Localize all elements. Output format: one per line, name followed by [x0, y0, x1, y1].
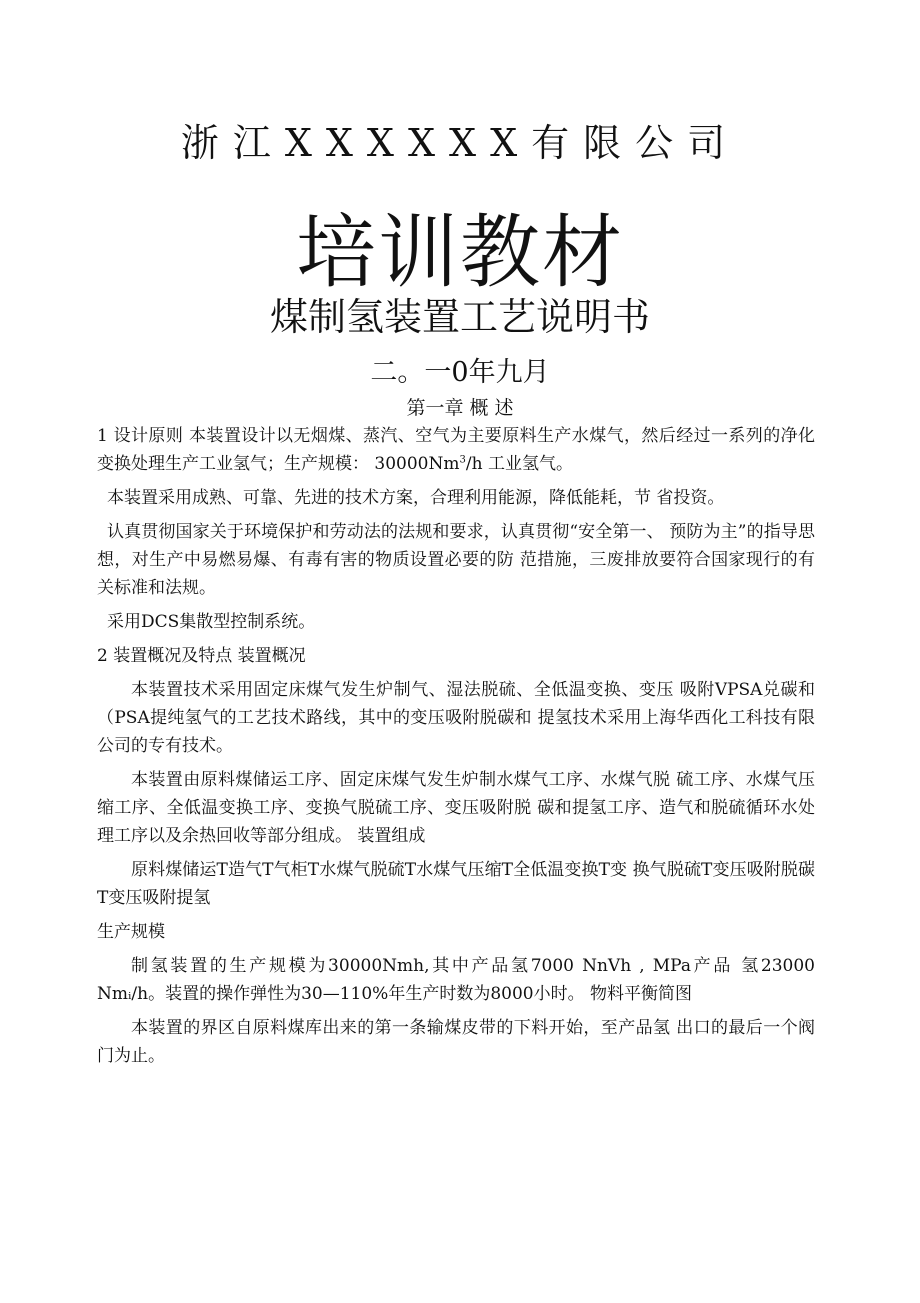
paragraph-process-route: 本装置技术采用固定床煤气发生炉制气、湿法脱硫、全低温变换、变压 吸附VPSA兑碳和（PSA提纯氢气的工艺技术路线，其中的变压吸附脱碳和 提氢技术采用上海华西化工科技有限公司的专有技术。 — [97, 680, 815, 756]
paragraph-regulations: 认真贯彻国家关于环境保护和劳动法的法规和要求，认真贯彻“安全第一、 预防为主”的指导思想，对生产中易燃易爆、有毒有害的物质设置必要的防 范措施，三废排放要符合国家现行的有关标准和法规。 — [97, 522, 815, 598]
paragraph-dcs: 采用DCS集散型控制系统。 — [107, 612, 316, 632]
paragraph-technology: 本装置采用成熟、可靠、先进的技术方案，合理利用能源，降低能耗，节 省投资。 — [107, 488, 725, 508]
paragraph-boundary: 本装置的界区自原料煤库出来的第一条输煤皮带的下料开始，至产品氢 出口的最后一个阀门为止。 — [97, 1018, 815, 1066]
paragraph-capacity: 制氢装置的生产规模为30000Nmh,其中产品氢7000 NnVh , MPa产品 氢23000 Nmᵢ/h。装置的操作弹性为30—110%年生产时数为8000小时。 物料平衡简图 — [97, 956, 815, 1004]
paragraph-design-principle-unit: /h 工业氢气。 — [465, 454, 573, 474]
document-date: 二。一0年九月 — [370, 357, 550, 388]
section-heading-overview: 2 装置概况及特点 装置概况 — [97, 646, 306, 666]
paragraph-design-principle — [97, 422, 815, 478]
superscript-exponent: 3 — [459, 454, 466, 466]
paragraph-design-principle-text: 1 设计原则 本装置设计以无烟煤、蒸汽、空气为主要原料生产水煤气，然后经过一系列的净化变换处理生产工业氢气；生产规模： 30000Nm — [97, 426, 815, 474]
section-heading-capacity: 生产规模 — [97, 922, 165, 942]
paragraph-flow: 原料煤储运T造气T气柜T水煤气脱硫T水煤气压缩T全低温变换T变 换气脱硫T变压吸附脱碳T变压吸附提氢 — [97, 860, 815, 908]
document-title: 培训教材 — [296, 206, 624, 299]
chapter-heading: 第一章 概 述 — [406, 397, 514, 419]
body-text — [97, 422, 815, 1076]
document-subtitle: 煤制氢装置工艺说明书 — [269, 295, 650, 339]
paragraph-units: 本装置由原料煤储运工序、固定床煤气发生炉制水煤气工序、水煤气脱 硫工序、水煤气压缩工序、全低温变换工序、变换气脱硫工序、变压吸附脱 碳和提氢工序、造气和脱硫循环水处理工序以及余热回收等部分组成。 装置组成 — [97, 770, 815, 846]
company-name: 浙江XXXXXX有限公司 — [180, 121, 740, 165]
